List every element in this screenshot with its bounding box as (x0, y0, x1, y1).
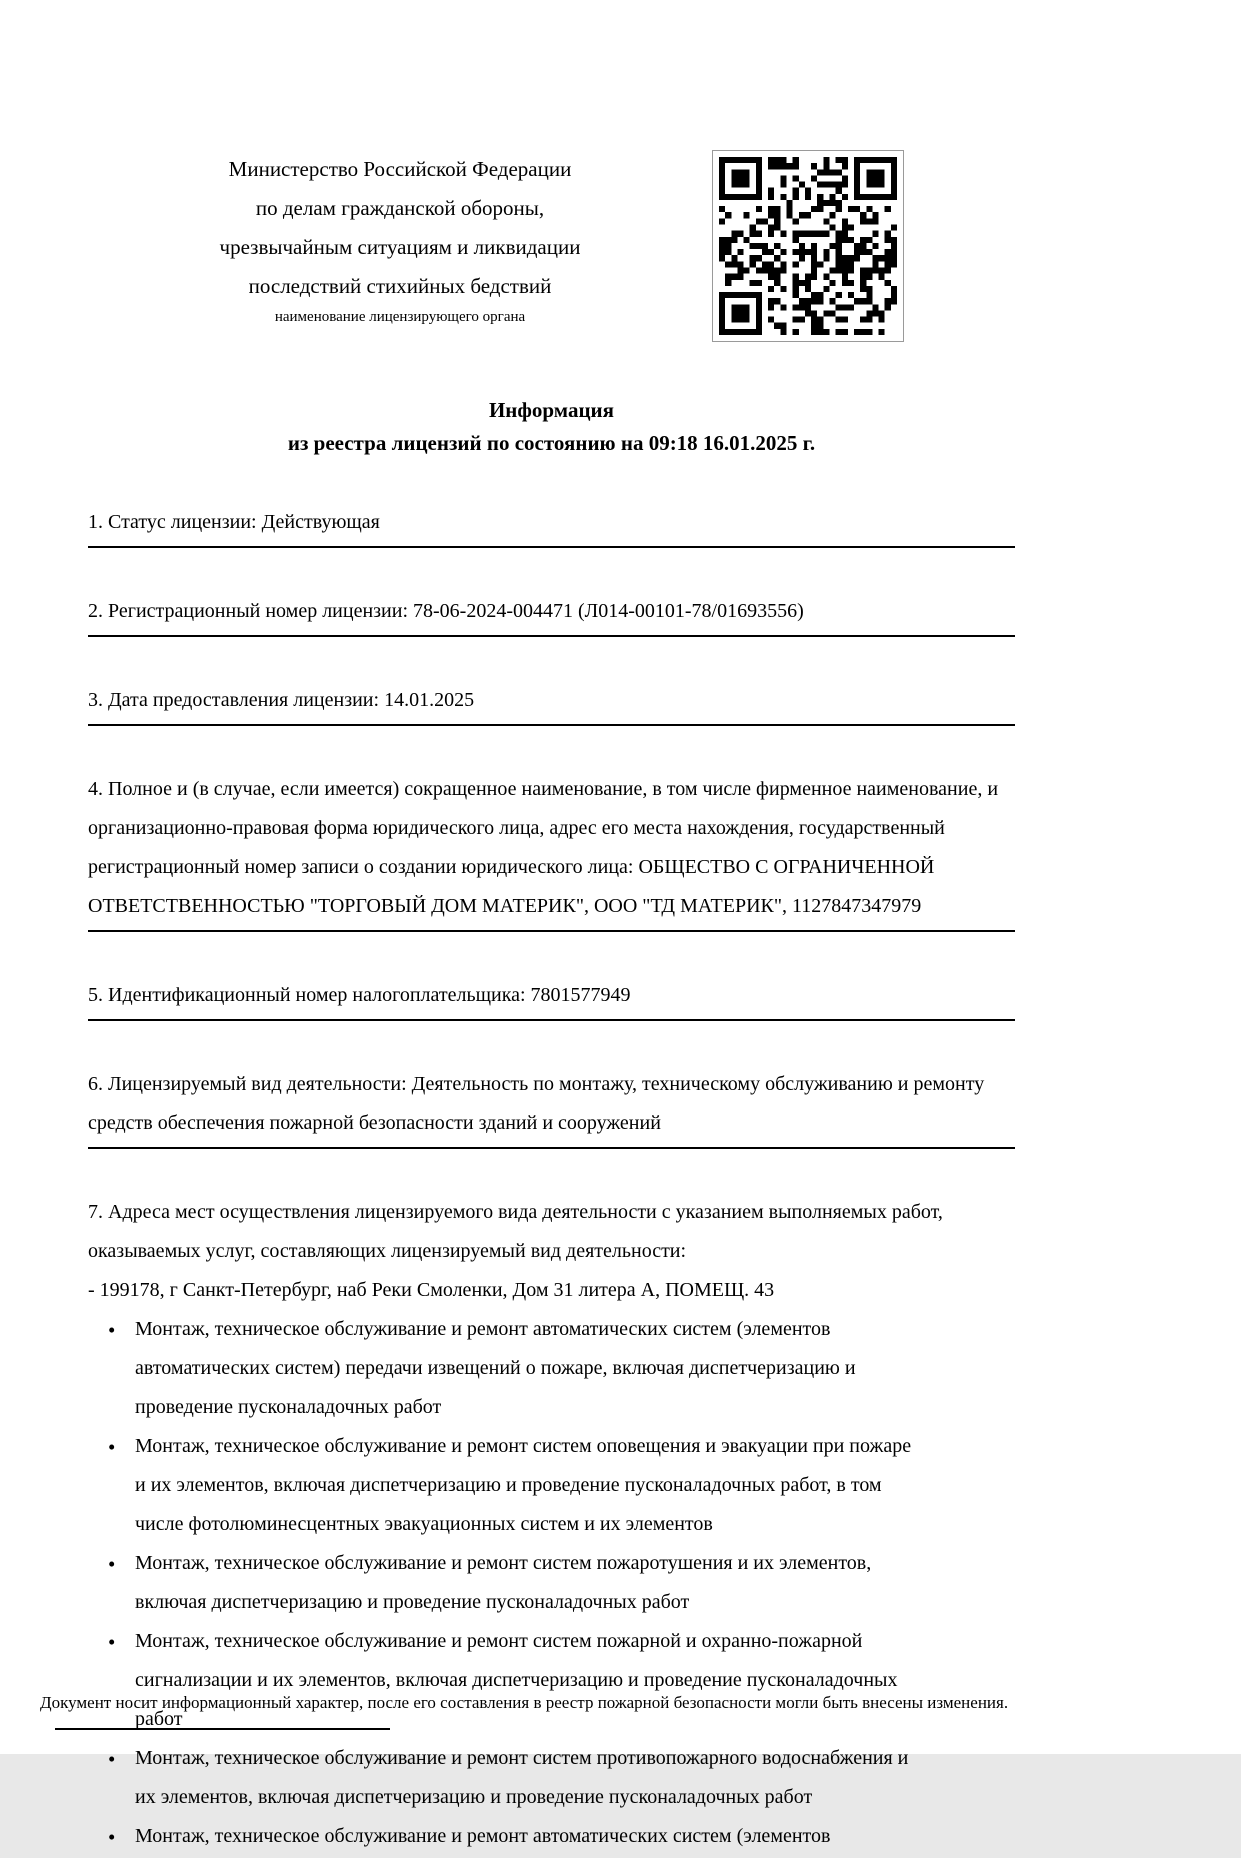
document-header (88, 0, 1015, 342)
field-legal-entity-name: 4. Полное и (в случае, если имеется) сокращенное наименование, в том числе фирменное наименование, и организационно-правовая форма юридического лица, адрес его места нахождения, государственный регистрационный номер записи о создании юридического лица: ОБЩЕСТВО С ОГРАНИЧЕННОЙ ОТВЕТСТВЕННОСТЬЮ "ТОРГОВЫЙ ДОМ МАТЕРИК", ООО "ТД МАТЕРИК", 1127847347979 (88, 770, 1015, 932)
footer-disclaimer: Документ носит информационный характер, после его составления в реестр пожарной безопасности могли быть внесены изменения. (40, 1692, 1009, 1712)
ministry-line: чрезвычайным ситуациям и ликвидации (219, 235, 581, 260)
bullet-icon: • (108, 1318, 116, 1343)
field-license-status: 1. Статус лицензии: Действующая (88, 503, 1015, 548)
bullet-icon: • (108, 1747, 116, 1772)
ministry-line: последствий стихийных бедствий (248, 274, 552, 299)
bullet-icon: • (108, 1630, 116, 1655)
list-item (108, 1739, 915, 1817)
bullet-icon: • (108, 1435, 116, 1460)
field-registration-number: 2. Регистрационный номер лицензии: 78-06-2024-004471 (Л014-00101-78/01693556) (88, 592, 1015, 637)
ministry-line: по делам гражданской обороны, (255, 196, 545, 221)
work-item-text: Монтаж, техническое обслуживание и ремонт автоматических систем (элементов автоматических систем) передачи извещений о пожаре, включая диспетчеризацию и проведение пусконаладочных работ (135, 1318, 856, 1419)
list-item (108, 1622, 915, 1739)
field-grant-date: 3. Дата предоставления лицензии: 14.01.2025 (88, 681, 1015, 726)
field-taxpayer-id: 5. Идентификационный номер налогоплательщика: 7801577949 (88, 976, 1015, 1021)
page-title (88, 394, 1015, 459)
page-title-line2: из реестра лицензий по состоянию на 09:18 16.01.2025 г. (287, 430, 816, 455)
bullet-icon: • (108, 1552, 116, 1577)
list-item (108, 1427, 915, 1544)
field-licensed-activity: 6. Лицензируемый вид деятельности: Деятельность по монтажу, техническому обслуживанию и ремонту средств обеспечения пожарной безопасности зданий и сооружений (88, 1065, 1015, 1149)
qr-code (712, 150, 904, 342)
list-item (108, 1544, 915, 1622)
list-item (108, 1310, 915, 1427)
work-item-text: Монтаж, техническое обслуживание и ремонт систем пожарной и охранно-пожарной сигнализации и их элементов, включая диспетчеризацию и проведение пусконаладочных работ (135, 1630, 898, 1731)
work-item-text: Монтаж, техническое обслуживание и ремонт систем оповещения и эвакуации при пожаре и их элементов, включая диспетчеризацию и проведение пусконаладочных работ, в том числе фотолюминесцентных эвакуационных систем и их элементов (135, 1435, 912, 1536)
field-activity-addresses-intro: 7. Адреса мест осуществления лицензируемого вида деятельности с указанием выполняемых работ, оказываемых услуг, составляющих лицензируемый вид деятельности: (88, 1201, 943, 1263)
footer-rule (55, 1728, 390, 1730)
ministry-line: Министерство Российской Федерации (228, 157, 572, 181)
bullet-icon: • (108, 1825, 116, 1850)
work-item-text: Монтаж, техническое обслуживание и ремонт систем противопожарного водоснабжения и их элементов, включая диспетчеризацию и проведение пусконаладочных работ (135, 1747, 909, 1809)
works-list (88, 1310, 1015, 1856)
work-item-text: Монтаж, техническое обслуживание и ремонт систем пожаротушения и их элементов, включая диспетчеризацию и проведение пусконаладочных работ (135, 1552, 872, 1614)
list-item (108, 1817, 915, 1856)
licensing-authority-name (88, 150, 712, 326)
work-item-text: Монтаж, техническое обслуживание и ремонт автоматических систем (элементов (135, 1825, 831, 1848)
licensing-authority-caption: наименование лицензирующего органа (274, 309, 526, 326)
page-title-line1: Информация (488, 398, 615, 422)
activity-address: - 199178, г Санкт-Петербург, наб Реки Смоленки, Дом 31 литера А, ПОМЕЩ. 43 (88, 1279, 775, 1302)
